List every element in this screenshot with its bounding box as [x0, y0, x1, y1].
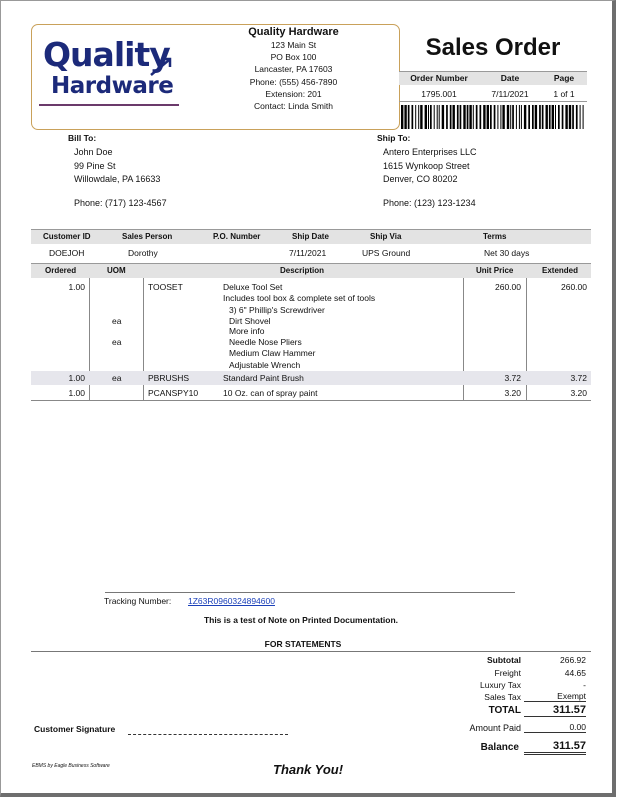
bill-to-name: John Doe — [74, 147, 113, 157]
barcode-bar — [437, 105, 438, 129]
table-row — [31, 371, 591, 385]
barcode-bar — [425, 105, 427, 129]
line-description: 10 Oz. can of spray paint — [223, 388, 318, 398]
freight-label: Freight — [494, 668, 521, 678]
amount-paid-label: Amount Paid — [469, 723, 521, 733]
extended-header: Extended — [542, 266, 579, 275]
barcode-bar — [467, 105, 469, 129]
kit-item-text: Needle Nose Pliers — [229, 337, 302, 347]
order-info-header — [31, 229, 591, 244]
company-phone: Phone: (555) 456-7890 — [249, 76, 338, 87]
barcode-bar — [512, 105, 514, 129]
logo-line-2: Hardware — [51, 73, 174, 99]
order-barcode — [399, 105, 587, 129]
ship-to-name: Antero Enterprises LLC — [383, 147, 477, 157]
line-description: Standard Paint Brush — [223, 373, 304, 383]
sales-person-header: Sales Person — [122, 232, 173, 241]
order-number: 1795.001 — [421, 89, 457, 99]
statements-label: FOR STATEMENTS — [264, 639, 342, 649]
ship-to-city: Denver, CO 80202 — [383, 174, 458, 184]
tracking-rule — [105, 592, 515, 593]
barcode-bar — [552, 105, 554, 129]
kit-item-text: Adjustable Wrench — [229, 360, 301, 370]
customer-id-header: Customer ID — [43, 232, 91, 241]
order-table-values — [399, 87, 587, 102]
barcode-bar — [490, 105, 492, 129]
barcode-bar — [521, 105, 522, 129]
subtotal-label: Subtotal — [487, 655, 521, 665]
balance-label: Balance — [480, 742, 519, 753]
barcode-bar — [428, 105, 429, 129]
line-code: PCANSPY10 — [148, 388, 199, 398]
line-unit-price: 3.72 — [504, 373, 521, 383]
kit-item-uom: ea — [112, 316, 122, 326]
barcode-bar — [583, 105, 584, 129]
barcode-bar — [580, 105, 581, 129]
freight-value: 44.65 — [564, 668, 586, 678]
tracking-number-link[interactable]: 1Z63R0960324894600 — [188, 596, 275, 606]
barcode-bar — [546, 105, 548, 129]
order-table — [399, 71, 587, 102]
bill-to-label: Bill To: — [68, 133, 97, 143]
line-uom: ea — [112, 373, 122, 383]
bill-to-street: 99 Pine St — [74, 160, 116, 171]
order-table-header — [399, 71, 587, 85]
document-note: This is a test of Note on Printed Documentation. — [203, 615, 399, 625]
uom-header: UOM — [107, 266, 126, 275]
ship-date-header: Ship Date — [292, 232, 329, 241]
barcode-bar — [463, 105, 465, 129]
barcode-bar — [483, 105, 485, 129]
barcode-bar — [480, 105, 482, 129]
barcode-bar — [497, 105, 498, 129]
barcode-bar — [418, 105, 419, 129]
line-unit-price: 260.00 — [495, 282, 521, 292]
ship-via: UPS Ground — [362, 248, 411, 258]
ship-to-phone: Phone: (123) 123-1234 — [383, 198, 476, 208]
line-ordered: 1.00 — [68, 373, 85, 383]
barcode-bar — [532, 105, 534, 129]
kit-item-text: More info — [229, 326, 265, 336]
barcode-bar — [524, 105, 526, 129]
kit-note-text: Includes tool box & complete set of tools — [223, 293, 376, 303]
barcode-bar — [562, 105, 564, 129]
barcode-bar — [408, 105, 410, 129]
description-header: Description — [280, 266, 325, 275]
terms: Net 30 days — [484, 248, 530, 258]
barcode-bar — [565, 105, 567, 129]
po-number-header: P.O. Number — [213, 232, 261, 241]
barcode-bar — [412, 105, 414, 129]
barcode-bar — [439, 105, 440, 129]
barcode-bar — [516, 105, 517, 129]
balance-value: 311.57 — [524, 740, 586, 755]
luxury-tax-value: - — [583, 680, 586, 690]
thank-you-text: Thank You! — [273, 762, 344, 777]
barcode-bar — [487, 105, 489, 129]
barcode-bar — [576, 105, 578, 129]
sales-person: Dorothy — [128, 248, 158, 258]
ship-to-label: Ship To: — [377, 133, 411, 143]
barcode-bar — [494, 105, 496, 129]
document-title: Sales Order — [425, 34, 561, 61]
barcode-bar — [453, 105, 455, 129]
line-code: TOOSET — [148, 282, 183, 292]
kit-item-text: Dirt Shovel — [229, 316, 271, 326]
barcode-bar — [401, 105, 403, 129]
barcode-bar — [535, 105, 537, 129]
barcode-bar — [549, 105, 551, 129]
luxury-tax-label: Luxury Tax — [480, 680, 521, 690]
logo-line-1: Quality — [43, 35, 170, 74]
barcode-bar — [510, 105, 511, 129]
company-address1: 123 Main St — [270, 40, 317, 50]
barcode-bar — [507, 105, 509, 129]
barcode-bar — [460, 105, 462, 129]
subtotal-value: 266.92 — [560, 655, 586, 665]
unit-price-header: Unit Price — [476, 266, 514, 275]
barcode-bar — [473, 105, 474, 129]
ship-to-street: 1615 Wynkoop Street — [383, 160, 470, 171]
barcode-bar — [519, 105, 520, 129]
customer-signature-label: Customer Signature — [34, 724, 116, 734]
order-date-label: Date — [500, 73, 520, 83]
total-label: TOTAL — [488, 705, 521, 716]
line-ordered: 1.00 — [68, 282, 85, 292]
signature-line — [128, 734, 288, 735]
bill-to-address — [74, 146, 160, 187]
order-number-label: Order Number — [410, 73, 468, 83]
barcode-bar — [555, 105, 556, 129]
line-ordered: 1.00 — [68, 388, 85, 398]
line-extended: 3.72 — [570, 373, 587, 383]
ship-date: 7/11/2021 — [289, 248, 327, 258]
barcode-bar — [446, 105, 448, 129]
barcode-bar — [415, 105, 416, 129]
total-value: 311.57 — [524, 704, 586, 717]
kit-item-text: 3) 6" Phillip's Screwdriver — [229, 305, 325, 315]
line-description: Deluxe Tool Set — [223, 282, 283, 292]
barcode-bar — [569, 105, 571, 129]
tracking-label: Tracking Number: — [104, 596, 172, 606]
terms-header: Terms — [483, 232, 507, 241]
barcode-bar — [457, 105, 459, 129]
bill-to-city: Willowdale, PA 16633 — [74, 174, 161, 184]
barcode-bar — [476, 105, 478, 129]
company-logo — [39, 37, 181, 109]
company-info — [226, 26, 361, 112]
company-city: Lancaster, PA 17603 — [254, 64, 333, 75]
barcode-bar — [434, 105, 435, 129]
logo-underline — [39, 104, 179, 106]
line-unit-price: 3.20 — [504, 388, 521, 398]
bill-to-phone: Phone: (717) 123-4567 — [74, 198, 167, 208]
line-items-header — [31, 263, 591, 278]
company-name: Quality Hardware — [248, 26, 339, 38]
kit-item-uom: ea — [112, 337, 122, 347]
company-extension: Extension: 201 — [265, 88, 322, 99]
order-date: 7/11/2021 — [491, 89, 529, 99]
barcode-bar — [539, 105, 541, 129]
order-page: 1 of 1 — [553, 89, 575, 99]
barcode-bar — [469, 105, 471, 129]
company-address2: PO Box 100 — [270, 52, 317, 63]
kit-item-text: Medium Claw Hammer — [229, 348, 316, 358]
barcode-bar — [558, 105, 560, 129]
line-code: PBRUSHS — [148, 373, 190, 383]
footer-credit: EBMS by Eagle Business Software — [32, 763, 110, 769]
barcode-bar — [542, 105, 544, 129]
barcode-bar — [420, 105, 422, 129]
order-page-label: Page — [553, 73, 575, 83]
statements-rule — [31, 651, 591, 652]
barcode-bar — [430, 105, 432, 129]
line-extended: 3.20 — [570, 388, 587, 398]
ship-to-address — [383, 146, 477, 187]
sales-tax-label: Sales Tax — [484, 692, 521, 702]
amount-paid-value: 0.00 — [524, 722, 586, 733]
barcode-bar — [500, 105, 501, 129]
sales-tax-value: Exempt — [524, 691, 586, 702]
ordered-header: Ordered — [45, 266, 77, 275]
barcode-bar — [442, 105, 444, 129]
barcode-bar — [450, 105, 452, 129]
company-contact: Contact: Linda Smith — [254, 101, 333, 112]
line-extended: 260.00 — [561, 282, 587, 292]
barcode-bar — [502, 105, 504, 129]
barcode-bar — [404, 105, 406, 129]
ship-via-header: Ship Via — [370, 232, 402, 241]
barcode-bar — [572, 105, 574, 129]
customer-id: DOEJOH — [49, 248, 85, 258]
table-bottom-rule — [31, 400, 591, 401]
barcode-bar — [528, 105, 530, 129]
